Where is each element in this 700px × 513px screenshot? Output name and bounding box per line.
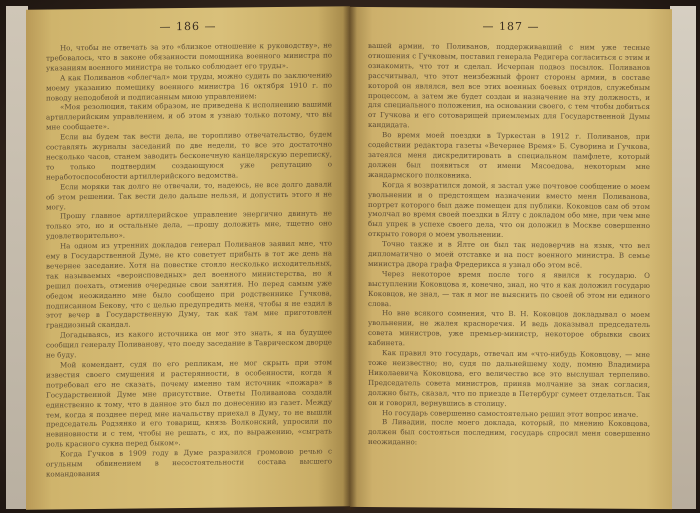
paragraph: В Ливадии, после моего доклада, который, по мнению Коковцова, должен был состояться последним, государь спросил меня совершенно неожиданно:: [368, 417, 650, 447]
paragraph: Мой комендант, судя по его репликам, не мог скрыть при этом известия своего смущения и растерянности, в особенности, когда я потребовал его не сказать, почему именно там источник «пожара» в Государственной Думе мне присутствие. Ответы Поливанова создали единственно к тому, что в данное это был по донесению из газет. Между тем, когда я позднее перед мне начальству приехал в Думу, то не вышли председатель Родзянко и его товарищ, князь Волконский, упросили по невиновности и с тем, чтобы не решать, с их, по выражению, «сыграть роль красного сукна перед быком».: [46, 357, 332, 449]
paragraph: Но вне всякого сомнения, что В. Н. Коковцов докладывал о моем увольнении, не жалея красноречия. И ведь доказывал председатель совета министров, уже премьер-министр, некоторое обрывки своих кабинета.: [368, 308, 650, 348]
left-page-number: — 186 —: [159, 19, 217, 34]
book-gutter-shadow: [343, 6, 357, 510]
paragraph: Точно также и в Ялте он был так недоверчив на язык, что вел дипломатично о моей отставке и на пост военного министра. В семье министра двора графа Фредерикса я узнал обо этом всё.: [368, 239, 650, 270]
right-page-text: [368, 41, 650, 449]
paragraph: Если вы будем так вести дела, не торопливо отвечательство, будем составлять журналы заседаний по две недели, то все это достаточно несколько часов, станем заводить бесконечную канцелярскую переписку, то только подтвердим создающуюся уже репутацию о неработоспособности артиллерийского ведомства.: [46, 129, 332, 182]
paragraph: Но, чтобы не отвечать за это «близкое отношение к руководству», не требовалось, что в законе обязанности помощника военного министра по указаниям военного министра не только соблюдает его труды».: [46, 40, 332, 73]
paragraph: Когда Гучков в 1909 году в Думе разразился громовою речью с огульным обвинением в несостоятельности состава высшего командования: [46, 446, 332, 479]
paragraph: вашей армии, то Поливанов, поддерживавший с ним уже тесные отношения с Гучковым, поставил генерала Редигера согласиться с этим и ознакомить, что тот и сделал. Исчерпан подвоз посылок. Поливанов рассчитывал, что этот неизбежный фронт стороны армии, в составе которой он являлся, вел все этих военных боевых отрядов, служебным процессом, а затем же будет создан и назначение на эту должность, и для специального положения, на основании своего, с тем чтобы добиться от Гучкова и его сотоварищей приемлемых для Государственной Думы кандидата.: [368, 41, 650, 130]
paragraph: А как Поливанов «облегчал» мои труды, можно судить по заключению моему указанию помещику военного министра 16 октября 1910 г. по поводу неподобной и подписанным мною управлением:: [46, 70, 332, 103]
right-board-edge: [670, 6, 696, 509]
right-page: [350, 7, 672, 509]
paragraph: Догадываясь, из какого источника он мог это знать, я на будущее сообщил генералу Поливанову, что поеду заседание в Таврическом дворце не буду.: [46, 327, 332, 360]
paragraph: Как правил это государь, отвечал им «что-нибудь Коковцову, — мне тоже неизвестно; но, судя по дальнейшему ходу, помню Владимира Николаевича Коковцова, его величество все это выслушал терпеливо. Председатель совета министров, приняв молчание за знак согласия, должно быть, сказал, что по приезде в Петербург сумеет отделаться. Так он и говорил, вернувшись в столицу.: [368, 348, 650, 408]
left-board-edge: [6, 6, 28, 509]
paragraph: На одном из утренних докладов генерал Поливанов заявил мне, что ему в Государственной Думе, не кто советует прибыть в тот же день на вечернее заседание. Хотя на повестке стояло несколько исходительных, так называемых «вероисповедных» дел военного министерства, но я решил поехать, отменив очередные свои занятия. Но перед самым уже обедом неожиданно мне было сообщено при родственнике Гучкова, подписанном Бекову, что с целью предупредить меня, чтобы я не ездил в этот вечер в Государственную Думу, так как там мне приготовлен грандиозный скандал.: [46, 238, 332, 330]
paragraph: Во время моей поездки в Туркестан в 1912 г. Поливанов, при содействии редактора газеты «Вечернее Время» Б. Суворина и Гучкова, затеялся меня дискредитировать в специальном памфлете, который должен был появиться от имени Мясоедова, некоторым мне жандармского полковника.: [368, 130, 650, 180]
right-page-number: — 187 —: [482, 19, 540, 34]
left-page: [26, 6, 350, 509]
paragraph: Когда я возвратился домой, я застал уже почтовое сообщение о моем увольнении и о предстоящем назначении вместо меня Поливанова, портрет которого был даже помещен для публики. Коковцов сам об этом умолчал во время своей поездки в Ялту с докладом обо мне, при чем мне был упрек в успехе своего дела, что он доложил в Москве совершенно открыто говоря о моем увольнении.: [368, 179, 650, 240]
paragraph: Если моряки так долго не отвечали, то, надеюсь, не все долго давали об этом решении. Так вести дело дальше нельзя, и допустить этого я не могу.: [46, 179, 332, 211]
paragraph: Но государь совершенно самостоятельно решил этот вопрос иначе.: [382, 407, 639, 419]
left-page-text: [46, 40, 332, 479]
paragraph: Прошу главное артиллерийское управление энергично двинуть не только это, но и остальные дела, —прошу доложить мне, тщетно оно удовлетворительно».: [46, 208, 332, 241]
paragraph: Через некоторое время после того я явился к государю. О выступлении Коковцова я, конечно, знал, но что я как доложил государю Коковцов, не знал, — так я мог не выяснить по своей об этом ни единого слова.: [368, 268, 650, 308]
paragraph: «Моя резолюция, таким образом, не приведена к исполнению вашими артиллерийским управлением, и об этом я узнаю только потому, что вы мне сообщаете».: [46, 99, 332, 132]
